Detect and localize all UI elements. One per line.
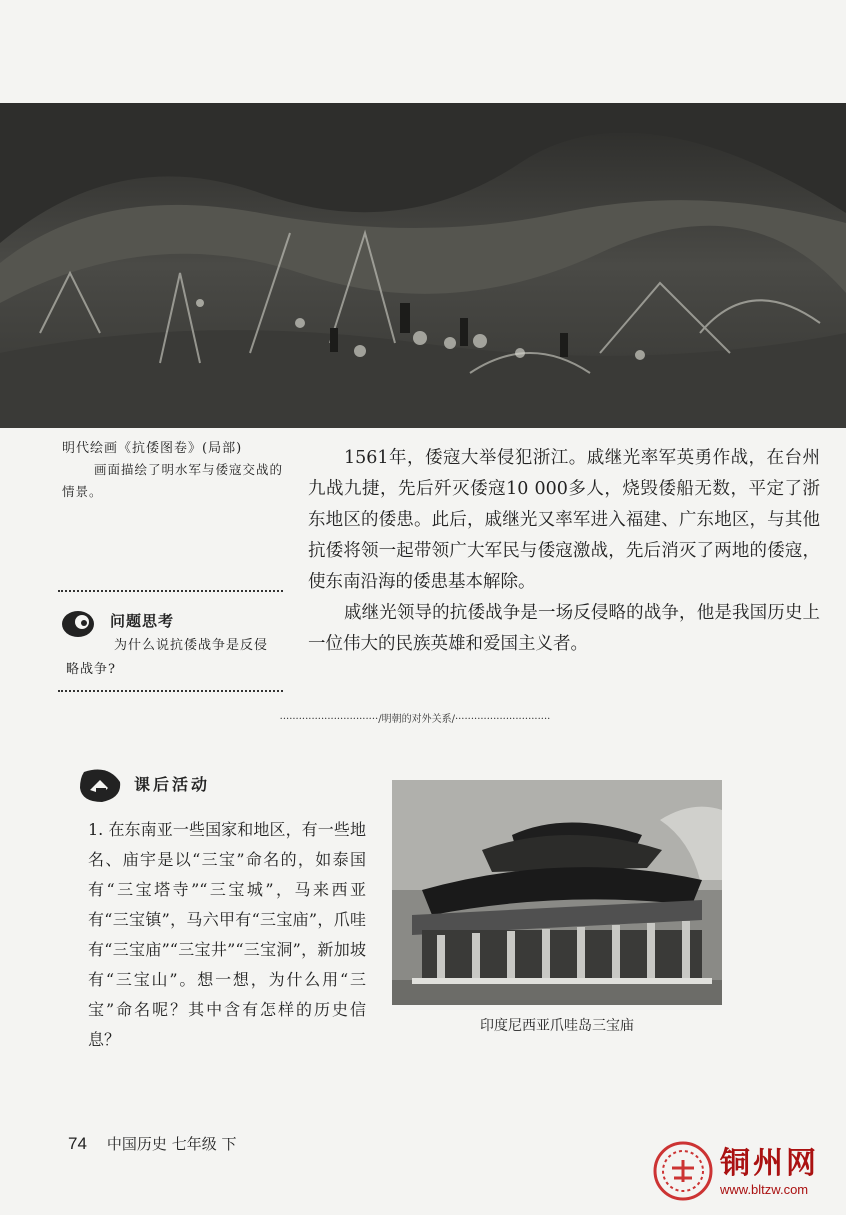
section-divider: ·······························/明朝的对外关系/······························	[279, 714, 551, 725]
think-question: 为什么说抗倭战争是反侵略战争?	[66, 638, 269, 677]
main-body-text	[308, 443, 820, 660]
question-think-box	[58, 590, 283, 692]
temple-photo	[392, 780, 722, 1005]
watermark-name: 铜州网	[720, 1146, 819, 1181]
site-watermark	[648, 1138, 843, 1208]
watermark-url: www.bltzw.com	[720, 1182, 809, 1197]
page-footer	[68, 1133, 236, 1154]
seal-logo-icon	[652, 1140, 714, 1202]
paragraph-1: 1561年，倭寇大举侵犯浙江。戚继光率军英勇作战，在台州九战九捷，先后歼灭倭寇10 000多人，烧毁倭船无数，平定了浙东地区的倭患。此后，戚继光又率军进入福建、广东地区，与其他抗倭将领一起带领广大军民与倭寇激战，先后消灭了两地的倭寇，使东南沿海的倭患基本解除。	[308, 448, 820, 592]
battle-painting	[0, 103, 846, 428]
bottom-dotted-divider	[58, 690, 283, 692]
painting-caption-description: 画面描绘了明水军与倭寇交战的情景。	[62, 462, 284, 499]
activity-question: 1. 在东南亚一些国家和地区，有一些地名、庙宇是以“三宝”命名的，如泰国有“三宝塔寺”“三宝城”，马来西亚有“三宝镇”，马六甲有“三宝庙”，爪哇有“三宝庙”“三宝井”“三宝洞”，新加坡有“三宝山”。想一想，为什么用“三宝”命名呢？其中含有怎样的历史信息？	[88, 820, 366, 1049]
page-number: 74	[68, 1134, 87, 1153]
think-title: 问题思考	[110, 612, 175, 630]
painting-caption-title: 明代绘画《抗倭图卷》(局部)	[62, 441, 243, 456]
temple-caption: 印度尼西亚爪哇岛三宝庙	[480, 1018, 634, 1034]
paragraph-2: 戚继光领导的抗倭战争是一场反侵略的战争，他是我国历史上一位伟大的民族英雄和爱国主义者。	[308, 603, 820, 654]
activity-title: 课后活动	[134, 775, 211, 794]
book-title: 中国历史 七年级 下	[106, 1135, 237, 1153]
section-title: /明朝的对外关系/	[378, 714, 455, 725]
top-dotted-divider	[58, 590, 283, 592]
activity-badge-icon	[78, 768, 124, 804]
